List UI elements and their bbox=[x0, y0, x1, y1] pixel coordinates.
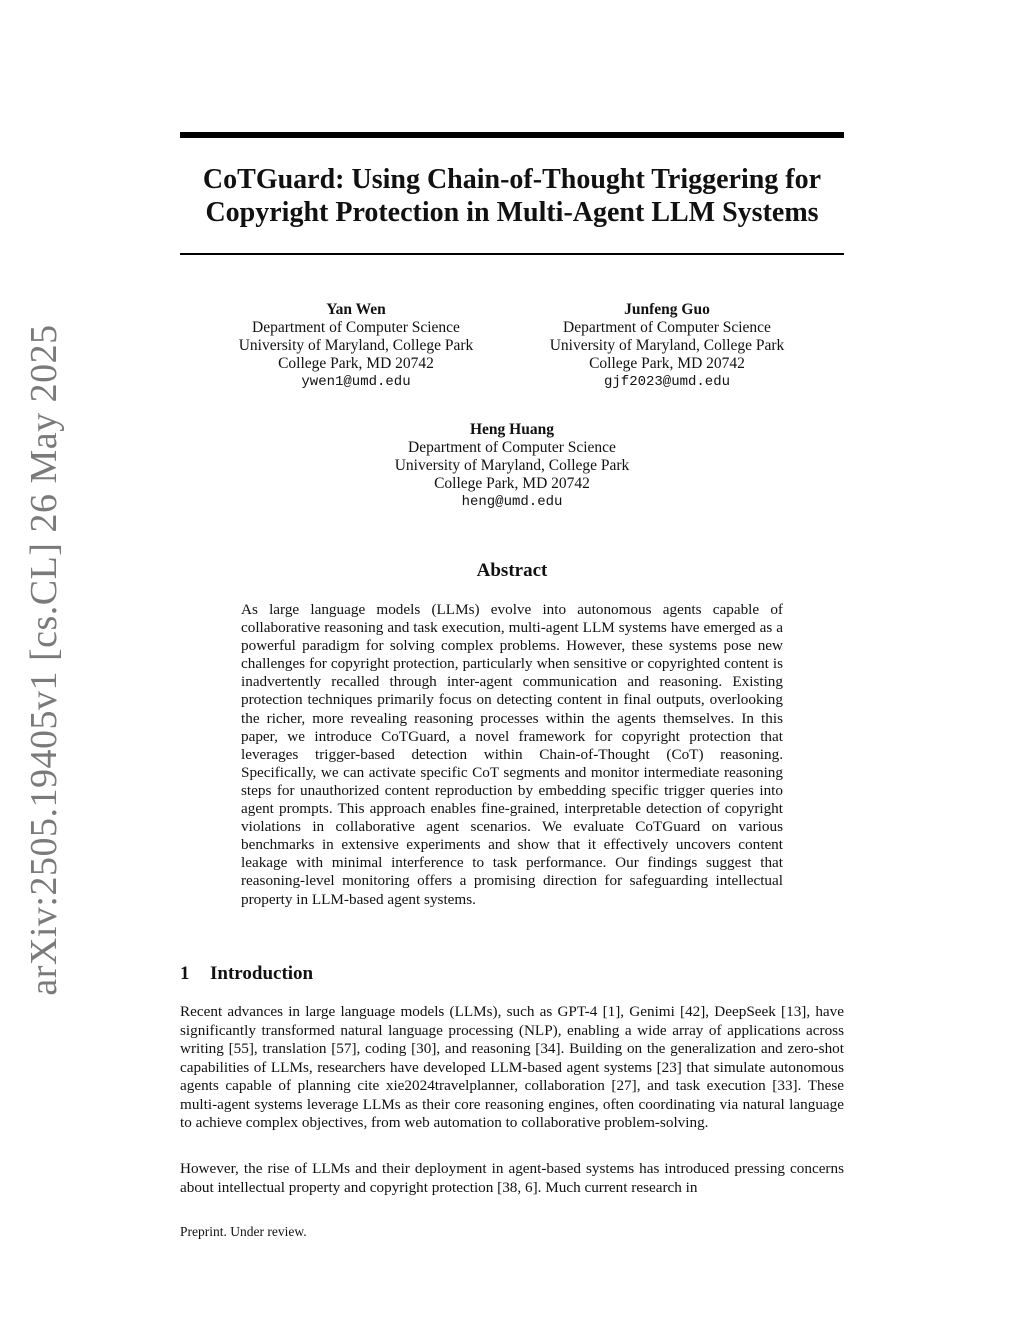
author-department: Department of Computer Science bbox=[408, 439, 616, 456]
author-name: Junfeng Guo bbox=[624, 301, 710, 318]
title-line-2: Copyright Protection in Multi-Agent LLM Systems bbox=[205, 197, 819, 228]
section-title: Introduction bbox=[210, 963, 314, 984]
title-top-rule bbox=[180, 132, 844, 138]
arxiv-identifier: arXiv:2505.19405v1 [cs.CL] 26 May 2025 bbox=[23, 324, 65, 996]
author-name: Yan Wen bbox=[326, 301, 386, 318]
author-university: University of Maryland, College Park bbox=[394, 457, 630, 474]
abstract-heading: Abstract bbox=[476, 560, 548, 581]
author-address: College Park, MD 20742 bbox=[589, 355, 745, 372]
author-university: University of Maryland, College Park bbox=[238, 337, 474, 354]
author-name: Heng Huang bbox=[470, 421, 554, 438]
paper-title bbox=[180, 163, 844, 229]
intro-paragraph: However, the rise of LLMs and their deployment in agent-based systems has introduced pressing concerns about intellectual property and copyright protection [38, 6]. Much current research in bbox=[180, 1160, 844, 1196]
author-university: University of Maryland, College Park bbox=[549, 337, 785, 354]
author-address: College Park, MD 20742 bbox=[434, 475, 590, 492]
title-bottom-rule bbox=[180, 253, 844, 255]
section-heading bbox=[180, 963, 313, 985]
abstract-text: As large language models (LLMs) evolve into autonomous agents capable of collaborative reasoning and task execution, multi-agent LLM systems have emerged as a powerful paradigm for solving complex problems. However, these systems pose new challenges for copyright protection, particularly when sensitive or copyrighted content is inadvertently recalled through inter-agent communication and reasoning. Existing protection techniques primarily focus on detecting content in final outputs, overlooking the richer, more revealing reasoning processes within the agents themselves. In this paper, we introduce CoTGuard, a novel framework for copyright protection that leverages trigger-based detection within Chain-of-Thought (CoT) reasoning. Specifically, we can activate specific CoT segments and monitor intermediate reasoning steps for unauthorized content reproduction by embedding specific trigger queries into agent prompts. This approach enables fine-grained, interpretable detection of copyright violations in collaborative agent scenarios. We evaluate CoTGuard on various benchmarks in extensive experiments and show that it effectively uncovers content leakage with minimal interference to task performance. Our findings suggest that reasoning-level monitoring offers a promising direction for safeguarding intellectual property in LLM-based agent systems. bbox=[241, 601, 783, 908]
author-department: Department of Computer Science bbox=[563, 319, 771, 336]
intro-paragraph: Recent advances in large language models (LLMs), such as GPT-4 [1], Genimi [42], DeepSeek [13], have significantly transformed natural language processing (NLP), enabling a wide array of applications across writing [55], translation [57], coding [30], and reasoning [34]. Building on the generalization and zero-shot capabilities of LLMs, researchers have developed LLM-based agent systems [23] that simulate autonomous agents capable of planning cite xie2024travelplanner, collaboration [27], and task execution [33]. These multi-agent systems leverage LLMs as their core reasoning engines, often coordinating via natural language to achieve complex objectives, from web automation to collaborative problem-solving. bbox=[180, 1003, 844, 1131]
section-number: 1 bbox=[180, 963, 190, 984]
author-address: College Park, MD 20742 bbox=[278, 355, 434, 372]
author-block-1 bbox=[206, 301, 506, 391]
footer-note: Preprint. Under review. bbox=[180, 1224, 307, 1239]
title-line-1: CoTGuard: Using Chain-of-Thought Triggering for bbox=[202, 164, 822, 195]
author-email: ywen1@umd.edu bbox=[301, 374, 411, 390]
author-block-3 bbox=[362, 421, 662, 511]
author-email: gjf2023@umd.edu bbox=[603, 374, 731, 390]
author-block-2 bbox=[517, 301, 817, 391]
author-department: Department of Computer Science bbox=[252, 319, 460, 336]
author-email: heng@umd.edu bbox=[461, 494, 563, 510]
